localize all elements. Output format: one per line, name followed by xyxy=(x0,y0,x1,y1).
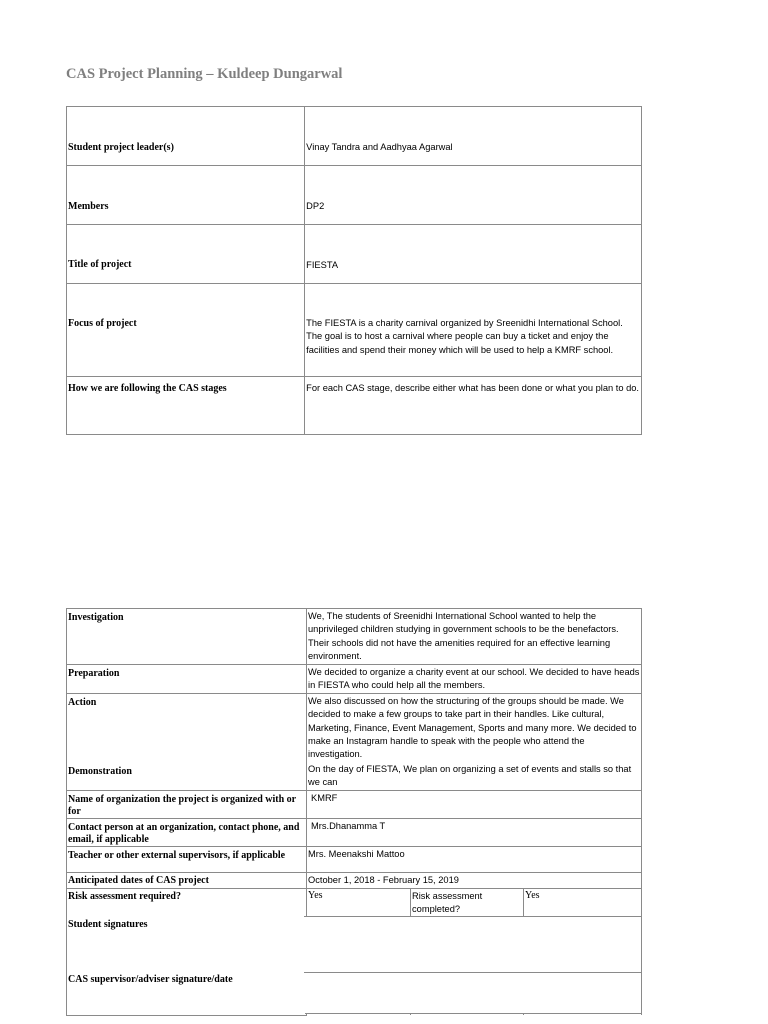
action-label: Action xyxy=(68,696,97,708)
investigation-label: Investigation xyxy=(68,612,124,623)
table-row xyxy=(67,872,642,888)
signature-area-divider xyxy=(305,972,641,973)
table-row xyxy=(67,107,642,166)
document-title: CAS Project Planning – Kuldeep Dungarwal xyxy=(66,66,343,82)
members-label: Members xyxy=(68,201,109,212)
supervisor-label: Teacher or other external supervisors, if applicable xyxy=(68,849,286,861)
student-signatures-label: Student signatures xyxy=(68,918,148,930)
table-row xyxy=(67,166,642,225)
risk-completed-value: Yes xyxy=(525,889,540,901)
table-row xyxy=(67,377,642,435)
signature-area-cover xyxy=(305,917,641,1014)
title-value: FIESTA xyxy=(306,260,339,270)
project-leader-label: Student project leader(s) xyxy=(68,142,174,153)
cas-stages-value: For each CAS stage, describe either what has been done or what you plan to do. xyxy=(306,383,639,393)
organization-value: KMRF xyxy=(311,792,338,803)
cas-stages-label: How we are following the CAS stages xyxy=(68,383,227,394)
table-row xyxy=(67,818,642,846)
dates-label: Anticipated dates of CAS project xyxy=(68,874,209,886)
risk-required-value: Yes xyxy=(308,889,323,901)
risk-required-label: Risk assessment required? xyxy=(68,890,181,902)
investigation-value: We, The students of Sreenidhi International School wanted to help the unprivileged children studying in government schools to be the benefactors. Their schools did not have the amenities required for an effective learning environment. xyxy=(308,611,619,662)
project-info-table xyxy=(66,106,642,435)
project-leader-value: Vinay Tandra and Aadhyaa Agarwal xyxy=(306,142,453,152)
focus-value: The FIESTA is a charity carnival organized by Sreenidhi International School. The goal is to host a carnival where people can buy a ticket and enjoy the facilities and spend their money which will be used to help a KMRF school. xyxy=(306,318,623,355)
members-value: DP2 xyxy=(306,201,325,211)
table-row xyxy=(67,790,642,818)
preparation-label: Preparation xyxy=(68,668,120,679)
supervisor-value: Mrs. Meenakshi Mattoo xyxy=(308,848,405,859)
dates-value: October 1, 2018 - February 15, 2019 xyxy=(308,874,459,885)
table-row xyxy=(67,225,642,284)
table-row xyxy=(67,693,642,790)
table-row xyxy=(67,665,642,694)
action-value: We also discussed on how the structuring of the groups should be made. We decided to make a few groups to take part in their handles. Like cultural, Marketing, Finance, Event Management, Sports and many more. We decided to make an Instagram handle to speak with the people who attend the investigation. xyxy=(308,695,637,760)
table-row xyxy=(67,609,642,665)
contact-value: Mrs.Dhanamma T xyxy=(311,820,386,831)
organization-label: Name of organization the project is organized with or for xyxy=(68,793,296,817)
contact-label: Contact person at an organization, contact phone, and email, if applicable xyxy=(68,821,300,845)
risk-completed-label: Risk assessment completed? xyxy=(412,890,483,915)
focus-label: Focus of project xyxy=(68,318,137,329)
demonstration-label: Demonstration xyxy=(68,765,132,777)
table-row xyxy=(67,284,642,377)
preparation-value: We decided to organize a charity event at our school. We decided to have heads in FIESTA who could help all the members. xyxy=(308,667,640,691)
cas-supervisor-label: CAS supervisor/adviser signature/date xyxy=(68,973,233,985)
title-label: Title of project xyxy=(68,259,132,270)
table-row xyxy=(67,846,642,872)
demonstration-value: On the day of FIESTA, We plan on organizing a set of events and stalls so that we can xyxy=(308,763,632,788)
